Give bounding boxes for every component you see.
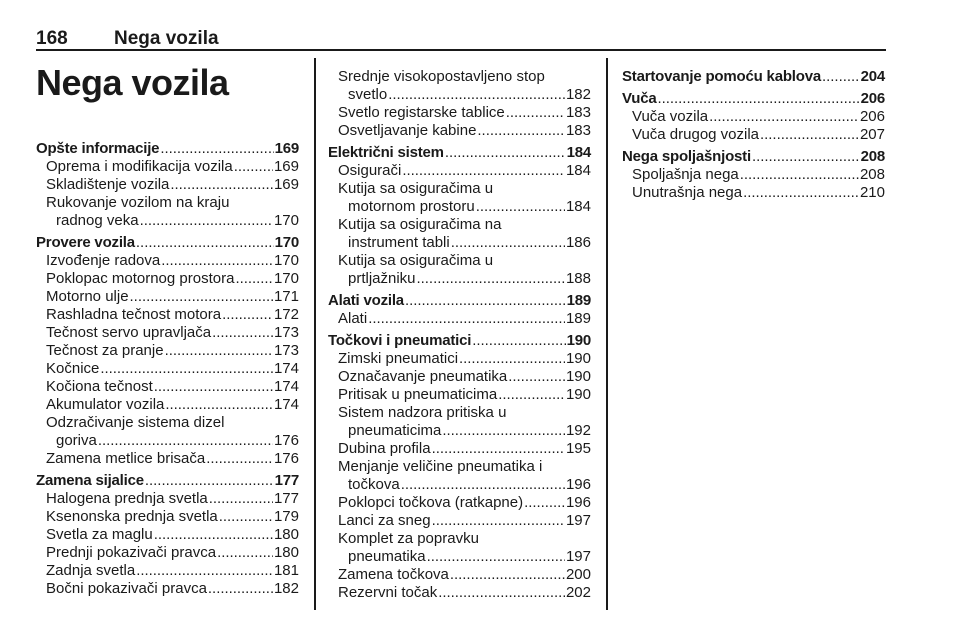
toc-entry[interactable]: Alati . . . 189 (328, 310, 591, 328)
page-number: 168 (36, 28, 68, 49)
toc-entry[interactable]: Sistem nadzora pritiska u pneumaticima . . . 192 (328, 404, 591, 440)
toc-section[interactable]: Zamena sijalice . . . 177 (36, 472, 299, 490)
toc-entry[interactable]: Kočiona tečnost . . . 174 (36, 378, 299, 396)
toc-section[interactable]: Nega spoljašnjosti . . . 208 (622, 148, 885, 166)
toc-entry[interactable]: Kutija sa osiguračima u prtljažniku . . . 188 (328, 252, 591, 288)
toc-entry[interactable]: Oprema i modifikacija vozila . . . 169 (36, 158, 299, 176)
toc-entry[interactable]: Zamena točkova . . . 200 (328, 566, 591, 584)
toc-entry[interactable]: Tečnost za pranje . . . 173 (36, 342, 299, 360)
toc-entry[interactable]: Kutija sa osiguračima na instrument tabli . . . 186 (328, 216, 591, 252)
toc-section[interactable]: Provere vozila . . . 170 (36, 234, 299, 252)
toc-entry[interactable]: Osvetljavanje kabine . . . 183 (328, 122, 591, 140)
toc-column-2 (328, 68, 591, 602)
toc-entry[interactable]: Rashladna tečnost motora . . . 172 (36, 306, 299, 324)
toc-entry[interactable]: Vuča drugog vozila . . . 207 (622, 126, 885, 144)
column-divider (606, 58, 608, 610)
toc-entry[interactable]: Tečnost servo upravljača . . . 173 (36, 324, 299, 342)
toc-section[interactable]: Vuča . . . 206 (622, 90, 885, 108)
toc-entry[interactable]: Odzračivanje sistema dizel goriva . . . 176 (36, 414, 299, 450)
toc-entry[interactable]: Lanci za sneg . . . 197 (328, 512, 591, 530)
toc-entry[interactable]: Rukovanje vozilom na kraju radnog veka . . . 170 (36, 194, 299, 230)
running-title: Nega vozila (114, 28, 219, 49)
toc-entry[interactable]: Izvođenje radova . . . 170 (36, 252, 299, 270)
column-divider (314, 58, 316, 610)
toc-entry[interactable]: Zamena metlice brisača . . . 176 (36, 450, 299, 468)
toc-entry[interactable]: Kočnice . . . 174 (36, 360, 299, 378)
toc-entry[interactable]: Halogena prednja svetla . . . 177 (36, 490, 299, 508)
toc-entry[interactable]: Označavanje pneumatika . . . 190 (328, 368, 591, 386)
toc-column-3 (622, 68, 885, 202)
toc-entry[interactable]: Zimski pneumatici . . . 190 (328, 350, 591, 368)
toc-entry[interactable]: Motorno ulje . . . 171 (36, 288, 299, 306)
toc-entry[interactable]: Akumulator vozila . . . 174 (36, 396, 299, 414)
page-header (36, 0, 886, 49)
toc-column-1 (36, 140, 299, 598)
chapter-title: Nega vozila (36, 62, 229, 103)
toc-section[interactable]: Opšte informacije . . . 169 (36, 140, 299, 158)
toc-entry[interactable]: Unutrašnja nega . . . 210 (622, 184, 885, 202)
toc-entry[interactable]: Spoljašnja nega . . . 208 (622, 166, 885, 184)
toc-section[interactable]: Točkovi i pneumatici . . . 190 (328, 332, 591, 350)
toc-entry[interactable]: Rezervni točak . . . 202 (328, 584, 591, 602)
header-rule (36, 49, 886, 51)
toc-entry[interactable]: Svetlo registarske tablice . . . 183 (328, 104, 591, 122)
toc-entry[interactable]: Srednje visokopostavljeno stop svetlo . . . 182 (328, 68, 591, 104)
toc-section[interactable]: Alati vozila . . . 189 (328, 292, 591, 310)
toc-entry[interactable]: Skladištenje vozila . . . 169 (36, 176, 299, 194)
toc-section[interactable]: Startovanje pomoću kablova . . . 204 (622, 68, 885, 86)
toc-entry[interactable]: Svetla za maglu . . . 180 (36, 526, 299, 544)
toc-entry[interactable]: Osigurači . . . 184 (328, 162, 591, 180)
toc-entry[interactable]: Dubina profila . . . 195 (328, 440, 591, 458)
toc-entry[interactable]: Poklopci točkova (ratkapne) . . . 196 (328, 494, 591, 512)
toc-entry[interactable]: Vuča vozila . . . 206 (622, 108, 885, 126)
toc-entry[interactable]: Pritisak u pneumaticima . . . 190 (328, 386, 591, 404)
toc-section[interactable]: Električni sistem . . . 184 (328, 144, 591, 162)
toc-entry[interactable]: Bočni pokazivači pravca . . . 182 (36, 580, 299, 598)
toc-entry[interactable]: Zadnja svetla . . . 181 (36, 562, 299, 580)
toc-entry[interactable]: Poklopac motornog prostora . . . 170 (36, 270, 299, 288)
toc-entry[interactable]: Prednji pokazivači pravca . . . 180 (36, 544, 299, 562)
toc-entry[interactable]: Kutija sa osiguračima u motornom prostoru . . . 184 (328, 180, 591, 216)
toc-entry[interactable]: Komplet za popravku pneumatika . . . 197 (328, 530, 591, 566)
toc-entry[interactable]: Menjanje veličine pneumatika i točkova . . . 196 (328, 458, 591, 494)
toc-entry[interactable]: Ksenonska prednja svetla . . . 179 (36, 508, 299, 526)
